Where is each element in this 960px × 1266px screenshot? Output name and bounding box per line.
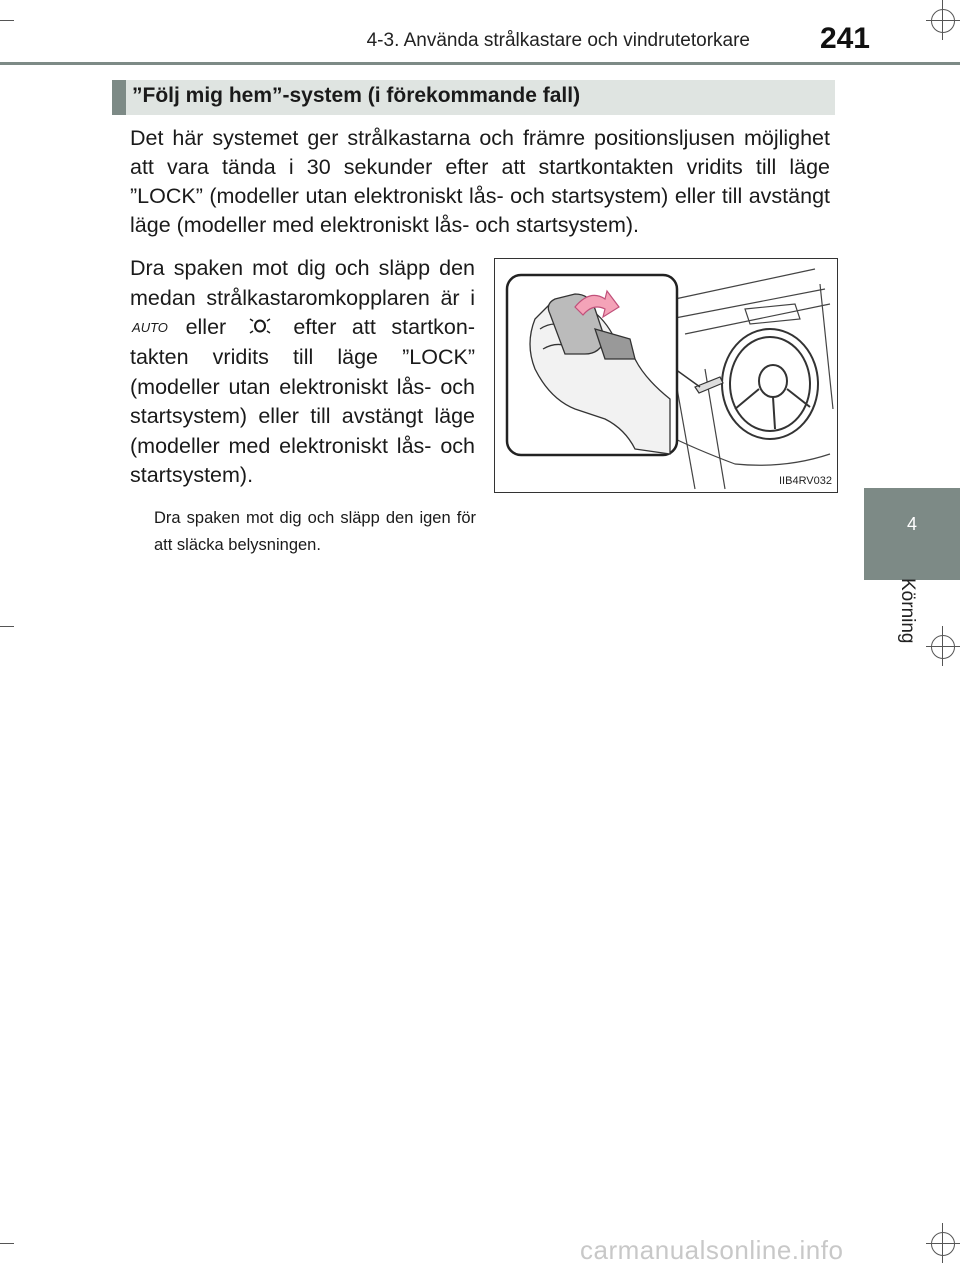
crop-mark — [0, 1243, 14, 1244]
lever-illustration — [494, 258, 838, 493]
intro-paragraph: Det här systemet ger strålkastarna och främre positionsljusen möjlighet att vara tända i 30 sekunder efter att startkontakten vridits till läge ”LOCK” (modeller utan elektroniskt lås- och startsystem) eller till avstängt läge (modeller med elektroniskt lås- och startsystem). — [130, 126, 830, 237]
section-title: ”Följ mig hem”-system (i förekommande fall) — [132, 84, 581, 107]
instruction-text-a: Dra spaken mot dig och släpp den medan strålkastaromkopplaren är i — [130, 256, 475, 310]
instruction-text-c: efter att startkontakten vridits till läge ”LOCK” (modeller utan elektroniskt lås- och startsystem) eller till avstängt läge (modeller med elektroniskt lås- och startsystem). — [130, 315, 476, 488]
chapter-label: Körning — [897, 578, 918, 644]
header-rule — [0, 62, 960, 65]
figure-code: IIB4RV032 — [779, 475, 833, 487]
section-heading-accent — [112, 80, 126, 115]
note-paragraph: Dra spaken mot dig och släpp den igen för att släcka belysningen. — [154, 509, 476, 554]
headlight-icon — [242, 314, 278, 344]
instruction-paragraph — [130, 254, 475, 491]
watermark: carmanualsonline.info — [580, 1235, 844, 1265]
crop-mark — [0, 20, 14, 21]
lever-illustration-drawing — [495, 259, 837, 492]
registration-mark — [931, 635, 955, 659]
chapter-number: 4 — [906, 514, 917, 534]
page-number: 241 — [819, 22, 870, 55]
auto-headlight-icon — [130, 314, 170, 344]
running-header: 4-3. Använda strålkastare och vindrutetorkare — [366, 30, 750, 51]
registration-mark — [931, 9, 955, 33]
crop-mark — [0, 626, 14, 627]
instruction-text-b: eller — [185, 315, 227, 339]
auto-icon-label: AUTO — [132, 319, 168, 335]
registration-mark — [931, 1232, 955, 1256]
